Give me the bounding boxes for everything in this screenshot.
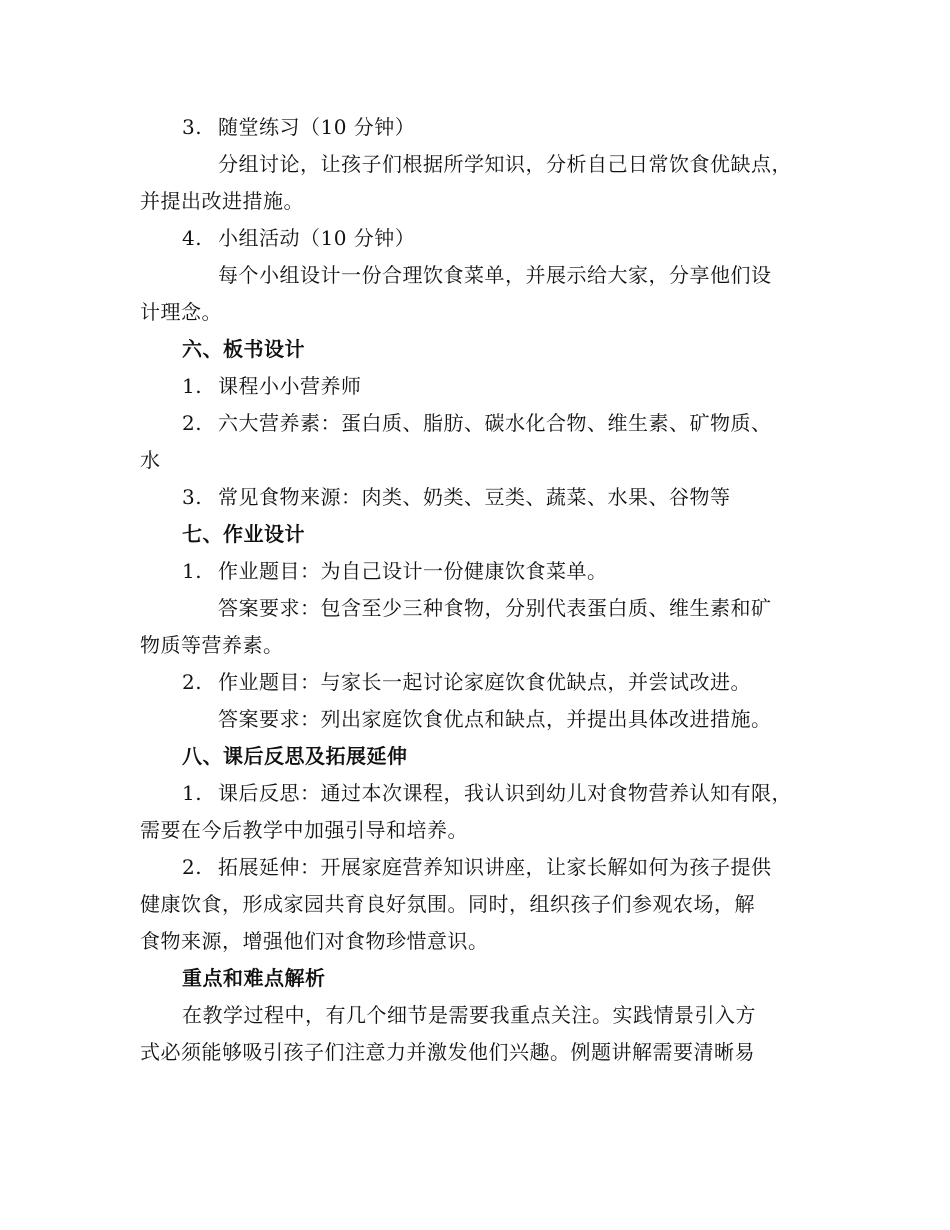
paragraph-line: 需要在今后教学中加强引导和培养。 (140, 818, 468, 842)
list-item (182, 114, 415, 140)
section-heading: 重点和难点解析 (182, 966, 326, 990)
list-item-text: 课程小小营养师 (218, 374, 362, 398)
paragraph-line: 健康饮食，形成家园共育良好氛围。同时，组织孩子们参观农场，解 (140, 892, 755, 916)
list-number: 2. (182, 855, 203, 879)
section-heading: 八、课后反思及拓展延伸 (182, 744, 408, 768)
list-item (182, 780, 792, 806)
list-item-text: 作业题目：与家长一起讨论家庭饮食优缺点，并尝试改进。 (218, 670, 751, 694)
list-number: 4. (182, 226, 203, 250)
list-item (182, 373, 362, 399)
paragraph-line: 在教学过程中，有几个细节是需要我重点关注。实践情景引入方 (182, 1003, 756, 1027)
list-item (182, 484, 731, 510)
paragraph-line: 答案要求：列出家庭饮食优点和缺点，并提出具体改进措施。 (218, 707, 772, 731)
list-number: 2. (182, 411, 203, 435)
list-item-text: 作业题目：为自己设计一份健康饮食菜单。 (218, 559, 608, 583)
list-item-text: 随堂练习（10 分钟） (218, 115, 416, 139)
list-item (182, 669, 751, 695)
list-number: 3. (182, 115, 203, 139)
paragraph-line: 水 (140, 448, 161, 472)
list-number: 1. (182, 374, 203, 398)
list-item (182, 410, 772, 436)
paragraph-line: 物质等营养素。 (140, 633, 284, 657)
paragraph-line: 式必须能够吸引孩子们注意力并激发他们兴趣。例题讲解需要清晰易 (140, 1040, 755, 1064)
list-number: 2. (182, 670, 203, 694)
list-number: 1. (182, 781, 203, 805)
paragraph-line: 分组讨论，让孩子们根据所学知识，分析自己日常饮食优缺点， (218, 152, 792, 176)
list-item-text: 拓展延伸：开展家庭营养知识讲座，让家长解如何为孩子提供 (218, 855, 772, 879)
section-heading: 七、作业设计 (182, 522, 305, 546)
list-item-text: 小组活动（10 分钟） (218, 226, 416, 250)
list-number: 1. (182, 559, 203, 583)
paragraph-line: 每个小组设计一份合理饮食菜单，并展示给大家，分享他们设 (218, 263, 772, 287)
section-heading: 六、板书设计 (182, 337, 305, 361)
paragraph-line: 食物来源，增强他们对食物珍惜意识。 (140, 929, 489, 953)
paragraph-line: 答案要求：包含至少三种食物，分别代表蛋白质、维生素和矿 (218, 596, 772, 620)
list-item (182, 854, 772, 880)
paragraph-line: 计理念。 (140, 300, 222, 324)
list-item-text: 六大营养素：蛋白质、脂肪、碳水化合物、维生素、矿物质、 (218, 411, 772, 435)
paragraph-line: 并提出改进措施。 (140, 189, 304, 213)
list-item (182, 225, 415, 251)
list-item-text: 课后反思：通过本次课程，我认识到幼儿对食物营养认知有限， (218, 781, 792, 805)
list-number: 3. (182, 485, 203, 509)
list-item-text: 常见食物来源：肉类、奶类、豆类、蔬菜、水果、谷物等 (218, 485, 731, 509)
list-item (182, 558, 608, 584)
